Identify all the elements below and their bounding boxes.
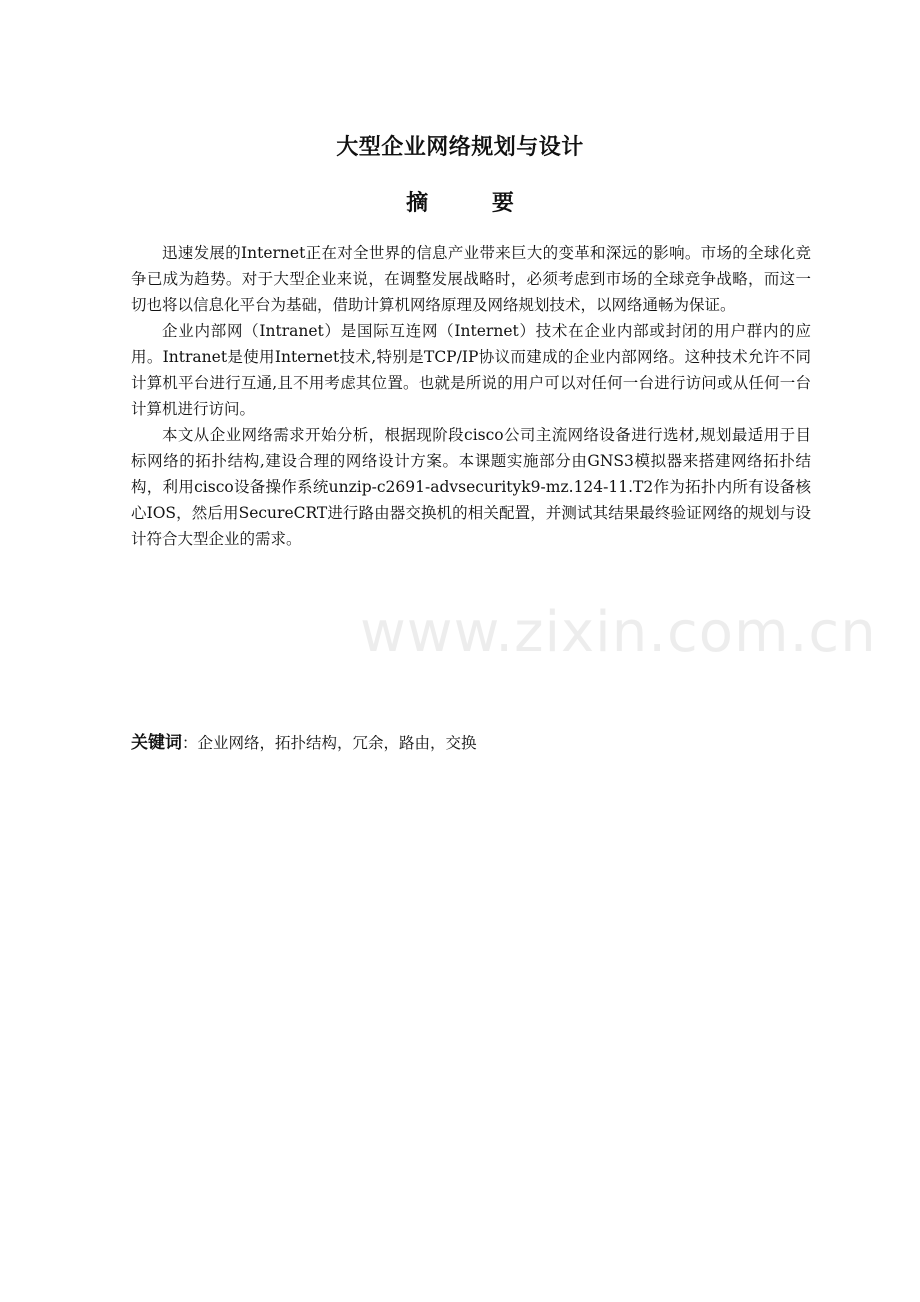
abstract-body [131, 240, 811, 552]
keywords-list: 企业网络，拓扑结构，冗余，路由，交换 [197, 734, 477, 752]
abstract-paragraph-2: 企业内部网（Intranet）是国际互连网（Internet）技术在企业内部或封闭的用户群内的应用。Intranet是使用Internet技术,特别是TCP/IP协议而建成的企业内部网络。这种技术允许不同计算机平台进行互通,且不用考虑其位置。也就是所说的用户可以对任何一台进行访问或从任何一台计算机进行访问。 [131, 322, 811, 418]
abstract-paragraph-3: 本文从企业网络需求开始分析，根据现阶段cisco公司主流网络设备进行选材,规划最适用于目标网络的拓扑结构,建设合理的网络设计方案。本课题实施部分由GNS3模拟器来搭建网络拓扑结构，利用cisco设备操作系统unzip-c2691-advsecurityk9-mz.124-11.T2作为拓扑内所有设备核心IOS，然后用SecureCRT进行路由器交换机的相关配置，并测试其结果最终验证网络的规划与设计符合大型企业的需求。 [131, 426, 811, 548]
abstract-heading: 摘 要 [406, 191, 542, 216]
keywords-separator: ： [182, 734, 198, 752]
abstract-paragraph-1: 迅速发展的Internet正在对全世界的信息产业带来巨大的变革和深远的影响。市场的全球化竞争已成为趋势。对于大型企业来说，在调整发展战略时，必须考虑到市场的全球竞争战略，而这一切也将以信息化平台为基础，借助计算机网络原理及网络规划技术，以网络通畅为保证。 [131, 244, 811, 314]
keywords-line [131, 730, 811, 756]
watermark: www.zixin.com.cn [360, 600, 877, 665]
document-title: 大型企业网络规划与设计 [336, 135, 584, 160]
keywords-label: 关键词 [131, 733, 182, 753]
